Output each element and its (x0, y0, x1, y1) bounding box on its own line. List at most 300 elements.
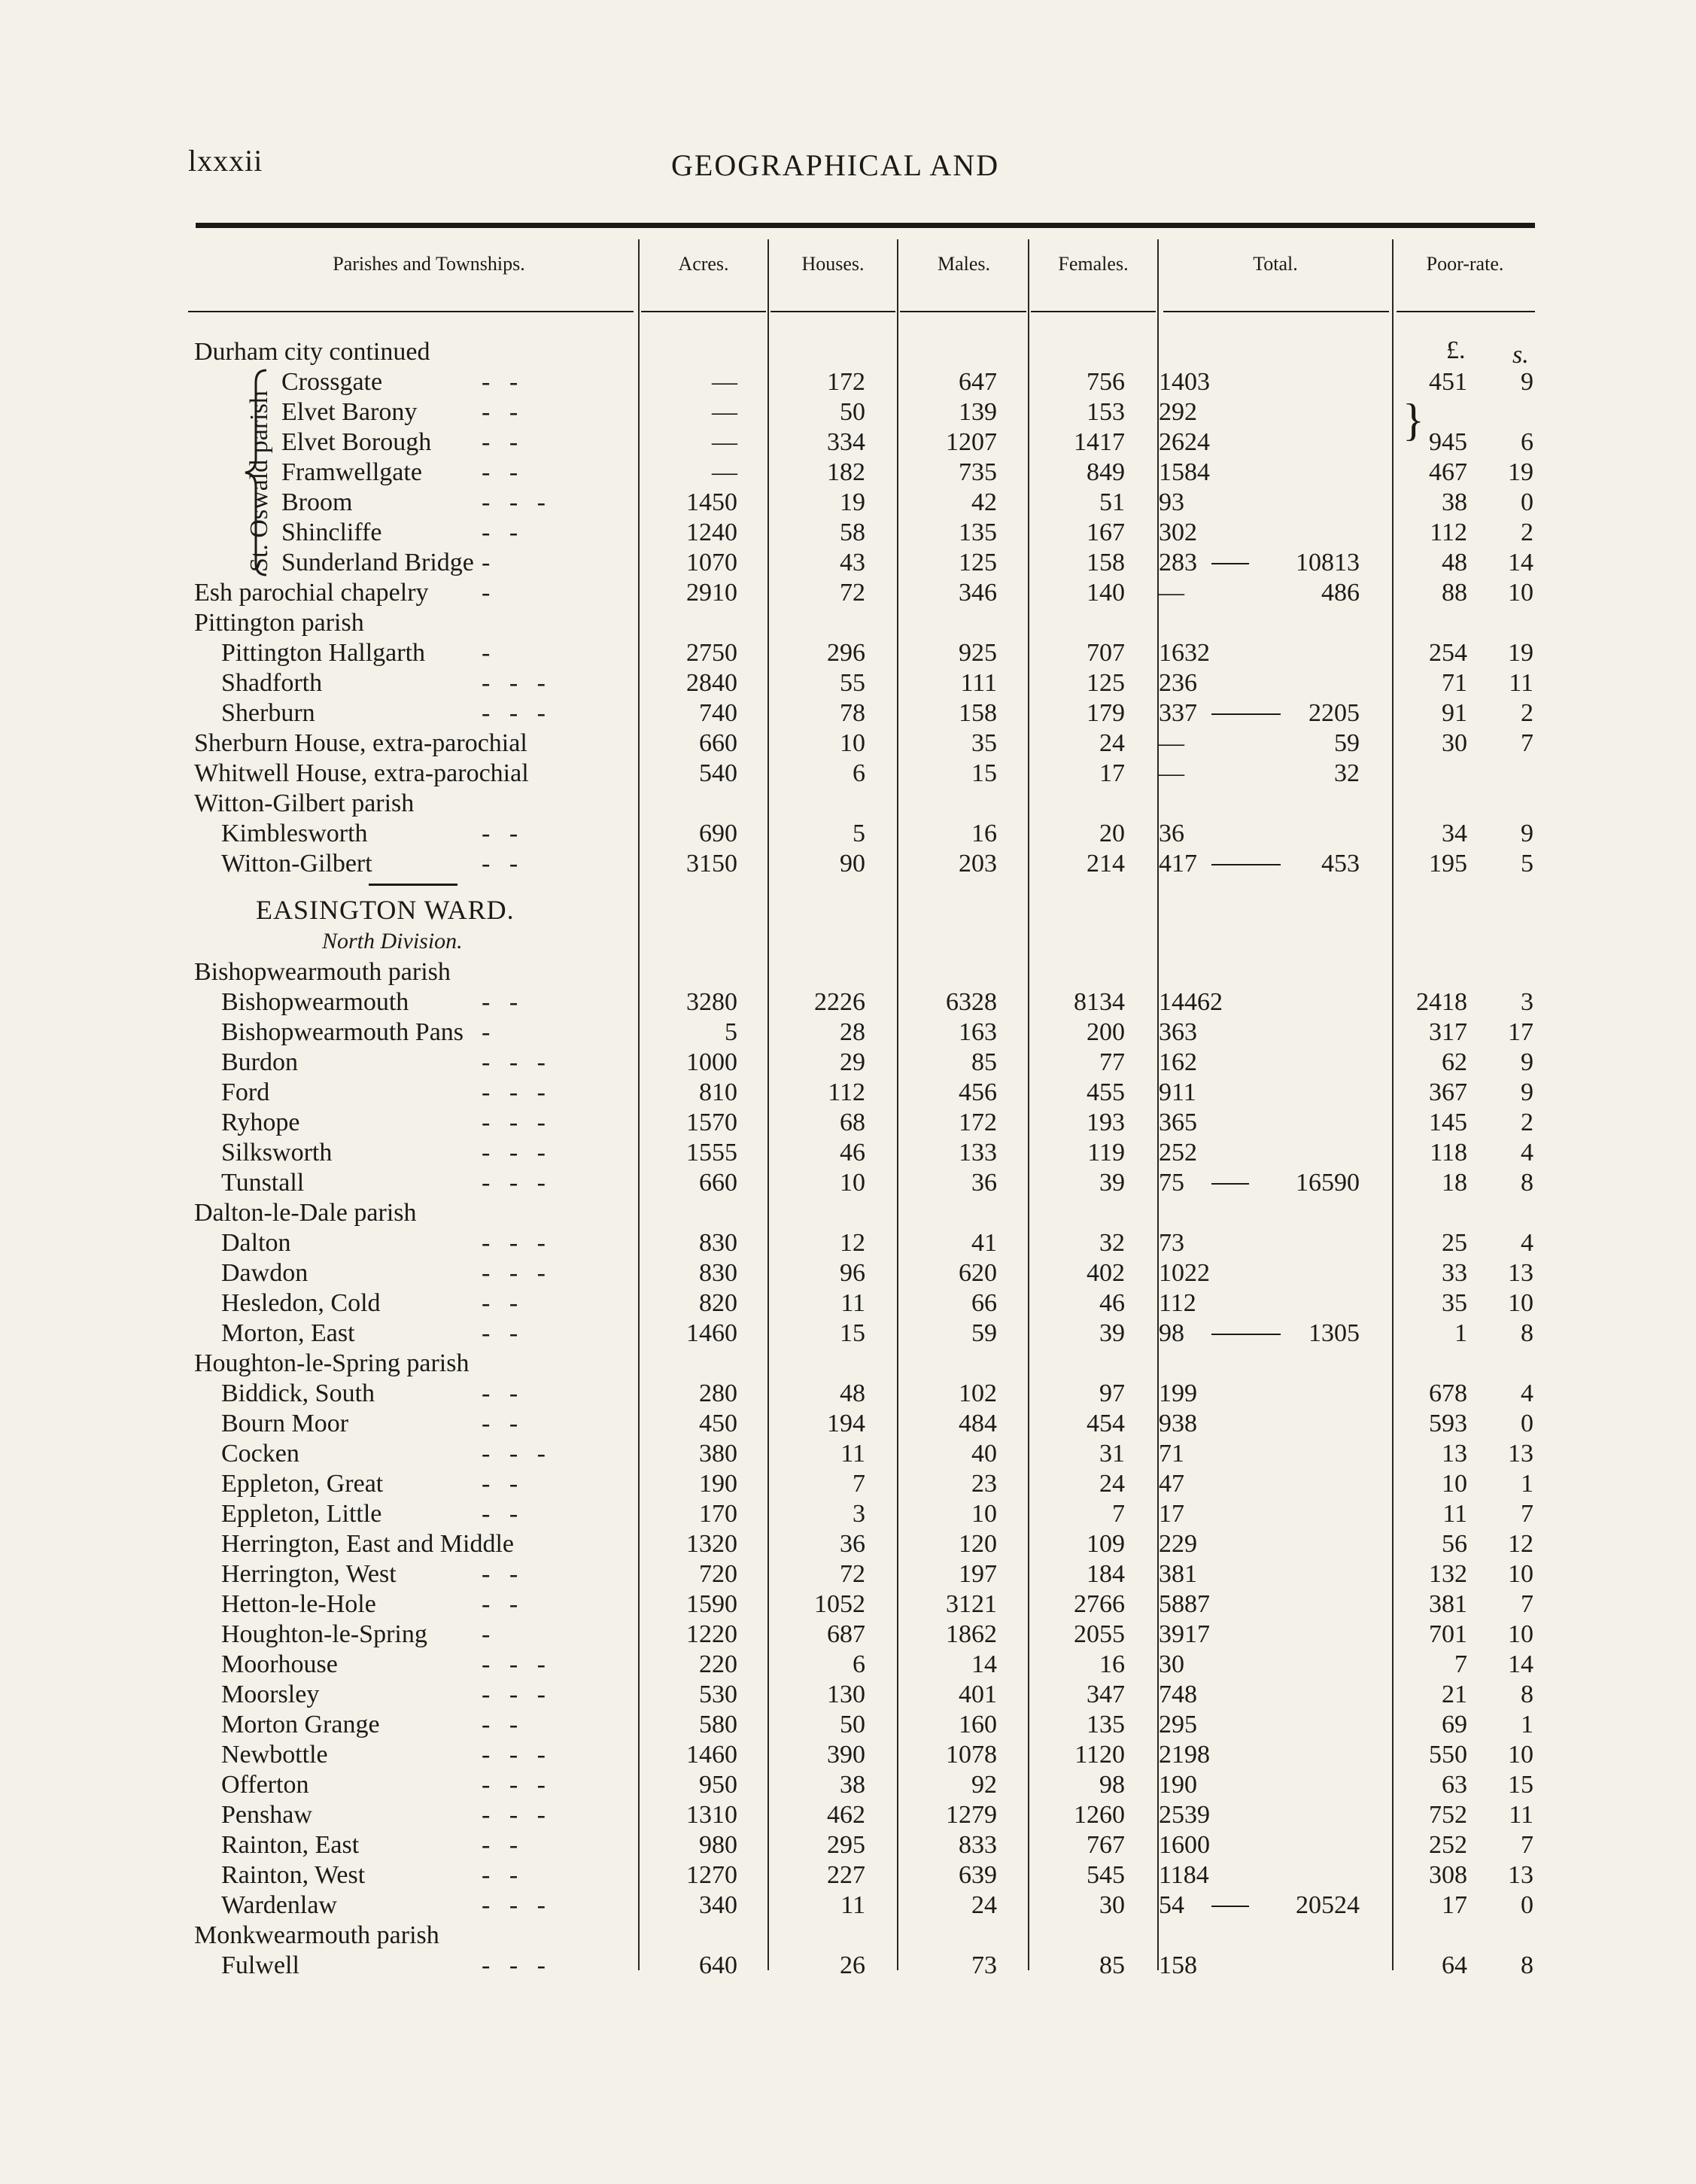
females-cell: 30 (1099, 1891, 1125, 1919)
females-cell: 24 (1099, 729, 1125, 757)
poor-rate-shillings: 8 (1521, 1951, 1533, 1979)
males-cell: 6328 (946, 988, 997, 1016)
acres-cell: 580 (699, 1711, 737, 1738)
acres-cell: 3280 (686, 988, 737, 1016)
females-cell: 7 (1112, 1500, 1125, 1528)
females-cell: 200 (1087, 1018, 1125, 1046)
total-cell: 73 (1159, 1229, 1184, 1257)
poor-rate-pounds: 91 (1442, 699, 1467, 727)
houses-cell: 43 (840, 549, 865, 576)
poor-rate-pounds: 38 (1442, 488, 1467, 516)
total-cell: 98 (1159, 1319, 1184, 1347)
col-head-parishes: Parishes and Townships. (333, 253, 525, 275)
males-cell: 735 (959, 458, 997, 486)
poor-rate-pounds: 13 (1442, 1440, 1467, 1468)
poor-rate-shillings: 10 (1508, 1620, 1533, 1648)
houses-cell: 6 (853, 1650, 865, 1678)
total-cell: 381 (1159, 1560, 1197, 1588)
leader-dashes: - - (482, 1861, 518, 1889)
col-head-houses: Houses. (801, 253, 865, 275)
poor-rate-brace-icon: } (1403, 395, 1424, 445)
poor-rate-shillings: 7 (1521, 1831, 1533, 1859)
females-cell: 46 (1099, 1289, 1125, 1317)
leader-dashes: - - (482, 1831, 518, 1859)
poor-rate-shillings: 9 (1521, 368, 1533, 396)
females-cell: 849 (1087, 458, 1125, 486)
males-cell: 36 (971, 1169, 997, 1197)
place-name: Rainton, West (221, 1861, 366, 1889)
leader-dashes: - - (482, 368, 518, 396)
males-cell: 197 (959, 1560, 997, 1588)
males-cell: 1279 (946, 1801, 997, 1829)
place-name: Dawdon (221, 1259, 309, 1287)
females-cell: 77 (1099, 1048, 1125, 1076)
subtotal-dash (1211, 864, 1281, 865)
poor-rate-pounds: 945 (1429, 428, 1467, 456)
total-cell: 47 (1159, 1470, 1184, 1498)
place-name: Bishopwearmouth Pans (221, 1018, 464, 1046)
place-name: Morton Grange (221, 1711, 380, 1738)
total-cell: 748 (1159, 1681, 1197, 1708)
total-cell: 17 (1159, 1500, 1184, 1528)
houses-cell: 50 (840, 398, 865, 426)
place-name: Houghton-le-Spring (221, 1620, 427, 1648)
houses-cell: 26 (840, 1951, 865, 1979)
poor-rate-pounds: 35 (1442, 1289, 1467, 1317)
females-cell: 32 (1099, 1229, 1125, 1257)
acres-cell: — (712, 428, 737, 456)
females-cell: 97 (1099, 1379, 1125, 1407)
males-cell: 135 (959, 519, 997, 546)
poor-rate-shillings: 7 (1521, 1590, 1533, 1618)
males-cell: 92 (971, 1771, 997, 1799)
acres-cell: 2910 (686, 579, 737, 607)
poor-rate-pounds: 62 (1442, 1048, 1467, 1076)
houses-cell: 46 (840, 1139, 865, 1167)
acres-cell: 830 (699, 1229, 737, 1257)
houses-cell: 15 (840, 1319, 865, 1347)
houses-cell: 334 (827, 428, 865, 456)
col-head-total: Total. (1253, 253, 1298, 275)
leader-dashes: - - (482, 988, 518, 1016)
total-cell: 337 (1159, 699, 1197, 727)
acres-cell: 1220 (686, 1620, 737, 1648)
houses-cell: 96 (840, 1259, 865, 1287)
leader-dashes: - - (482, 850, 518, 878)
acres-cell: 220 (699, 1650, 737, 1678)
poor-rate-pounds: 701 (1429, 1620, 1467, 1648)
poor-rate-pounds: 33 (1442, 1259, 1467, 1287)
place-name: Dalton-le-Dale parish (194, 1199, 417, 1227)
houses-cell: 3 (853, 1500, 865, 1528)
acres-cell: 1460 (686, 1741, 737, 1769)
females-cell: 193 (1087, 1109, 1125, 1136)
acres-cell: 1460 (686, 1319, 737, 1347)
males-cell: 42 (971, 488, 997, 516)
total-cell: 36 (1159, 820, 1184, 847)
acres-cell: 830 (699, 1259, 737, 1287)
total-cell: 911 (1159, 1078, 1196, 1106)
place-name: Sherburn House, extra-parochial (194, 729, 527, 757)
st-oswald-brace-icon (223, 367, 275, 578)
houses-cell: 112 (828, 1078, 865, 1106)
houses-cell: 130 (827, 1681, 865, 1708)
total-cell: 365 (1159, 1109, 1197, 1136)
leader-dashes: - (482, 639, 491, 667)
total-cell: 5887 (1159, 1590, 1210, 1618)
males-cell: 1078 (946, 1741, 997, 1769)
females-cell: 8134 (1074, 988, 1125, 1016)
header-underline (641, 311, 766, 312)
leader-dashes: - (482, 1620, 491, 1648)
poor-rate-shillings: 3 (1521, 988, 1533, 1016)
houses-cell: 58 (840, 519, 865, 546)
total-cell: 93 (1159, 488, 1184, 516)
subtotal-cell: 486 (1321, 579, 1360, 607)
subtotal-dash (1211, 1183, 1249, 1185)
houses-cell: 687 (827, 1620, 865, 1648)
poor-rate-pounds: 308 (1429, 1861, 1467, 1889)
poor-rate-pounds: 254 (1429, 639, 1467, 667)
acres-cell: 690 (699, 820, 737, 847)
poor-rate-shillings: 7 (1521, 1500, 1533, 1528)
houses-cell: 182 (827, 458, 865, 486)
males-cell: 102 (959, 1379, 997, 1407)
acres-cell: 190 (699, 1470, 737, 1498)
males-cell: 10 (971, 1500, 997, 1528)
leader-dashes: - - (482, 1711, 518, 1738)
top-rule (196, 223, 1535, 228)
acres-cell: 540 (699, 759, 737, 787)
females-cell: 1260 (1074, 1801, 1125, 1829)
subtotal-cell: 59 (1334, 729, 1360, 757)
poor-rate-shillings: 0 (1521, 488, 1533, 516)
males-cell: 120 (959, 1530, 997, 1558)
total-cell: 236 (1159, 669, 1197, 697)
poor-rate-pounds: 195 (1429, 850, 1467, 878)
col-head-acres: Acres. (678, 253, 729, 275)
total-cell: 417 (1159, 850, 1197, 878)
total-cell: 190 (1159, 1771, 1197, 1799)
males-cell: 133 (959, 1139, 997, 1167)
houses-cell: 28 (840, 1018, 865, 1046)
acres-cell: — (712, 458, 737, 486)
total-cell: 2539 (1159, 1801, 1210, 1829)
leader-dashes: - - (482, 820, 518, 847)
males-cell: 73 (971, 1951, 997, 1979)
total-cell: 938 (1159, 1410, 1197, 1437)
acres-cell: 1320 (686, 1530, 737, 1558)
place-name: Pittington Hallgarth (221, 639, 426, 667)
place-name: Penshaw (221, 1801, 312, 1829)
leader-dashes: - - - (482, 1650, 546, 1678)
place-name: Silksworth (221, 1139, 333, 1167)
leader-dashes: - - - (482, 1951, 546, 1979)
acres-cell: — (712, 368, 737, 396)
leader-dashes: - - (482, 1500, 518, 1528)
poor-rate-shillings: 11 (1509, 1801, 1533, 1829)
acres-cell: 810 (699, 1078, 737, 1106)
females-cell: 153 (1087, 398, 1125, 426)
houses-cell: 10 (840, 729, 865, 757)
poor-rate-shillings: 8 (1521, 1169, 1533, 1197)
acres-cell: 1590 (686, 1590, 737, 1618)
females-cell: 402 (1087, 1259, 1125, 1287)
houses-cell: 11 (840, 1289, 865, 1317)
subtotal-dash (1211, 1906, 1249, 1907)
houses-cell: 7 (853, 1470, 865, 1498)
total-cell: — (1159, 579, 1184, 607)
poor-rate-pounds: 467 (1429, 458, 1467, 486)
poor-rate-pounds: 88 (1442, 579, 1467, 607)
header-underline (1031, 311, 1156, 312)
poor-rate-pounds: 678 (1429, 1379, 1467, 1407)
place-name: Eppleton, Little (221, 1500, 382, 1528)
poor-rate-shillings: 9 (1521, 820, 1533, 847)
poor-rate-pounds: 367 (1429, 1078, 1467, 1106)
place-name: Hetton-le-Hole (221, 1590, 376, 1618)
poor-rate-pounds: 1 (1454, 1319, 1467, 1347)
males-cell: 139 (959, 398, 997, 426)
acres-cell: 1240 (686, 519, 737, 546)
females-cell: 707 (1087, 639, 1125, 667)
acres-cell: 1570 (686, 1109, 737, 1136)
poor-rate-pounds: 30 (1442, 729, 1467, 757)
poor-rate-shillings: 13 (1508, 1861, 1533, 1889)
place-name: Moorhouse (221, 1650, 338, 1678)
division-heading: North Division. (322, 929, 463, 954)
houses-cell: 1052 (814, 1590, 865, 1618)
males-cell: 85 (971, 1048, 997, 1076)
poor-rate-shillings: 9 (1521, 1048, 1533, 1076)
poor-rate-pounds: 7 (1454, 1650, 1467, 1678)
houses-cell: 48 (840, 1379, 865, 1407)
poor-rate-shillings: 10 (1508, 1560, 1533, 1588)
females-cell: 179 (1087, 699, 1125, 727)
total-cell: 2198 (1159, 1741, 1210, 1769)
total-cell: 54 (1159, 1891, 1184, 1919)
poor-rate-pounds: 34 (1442, 820, 1467, 847)
leader-dashes: - - - (482, 1259, 546, 1287)
leader-dashes: - - - (482, 669, 546, 697)
place-name: Bishopwearmouth (221, 988, 409, 1016)
header-underline (900, 311, 1026, 312)
poor-rate-pounds: 17 (1442, 1891, 1467, 1919)
total-cell: — (1159, 759, 1184, 787)
males-cell: 401 (959, 1681, 997, 1708)
poor-rate-pounds: 69 (1442, 1711, 1467, 1738)
total-cell: 75 (1159, 1169, 1184, 1197)
leader-dashes: - - - (482, 1109, 546, 1136)
subtotal-cell: 16590 (1296, 1169, 1360, 1197)
females-cell: 214 (1087, 850, 1125, 878)
place-name: Herrington, East and Middle (221, 1530, 515, 1558)
houses-cell: 194 (827, 1410, 865, 1437)
leader-dashes: - (482, 579, 491, 607)
poor-rate-pounds: 252 (1429, 1831, 1467, 1859)
total-cell: 1600 (1159, 1831, 1210, 1859)
place-name: Herrington, West (221, 1560, 397, 1588)
females-cell: 119 (1087, 1139, 1125, 1167)
acres-cell: 530 (699, 1681, 737, 1708)
leader-dashes: - - (482, 519, 518, 546)
houses-cell: 5 (853, 820, 865, 847)
total-cell: 1022 (1159, 1259, 1210, 1287)
acres-cell: 640 (699, 1951, 737, 1979)
total-cell: 1632 (1159, 639, 1210, 667)
poor-rate-pounds: 2418 (1416, 988, 1467, 1016)
poor-rate-pounds: 118 (1430, 1139, 1467, 1167)
poor-rate-pounds: 11 (1442, 1500, 1467, 1528)
place-name: Elvet Borough (281, 428, 432, 456)
males-cell: 41 (971, 1229, 997, 1257)
acres-cell: 2750 (686, 639, 737, 667)
females-cell: 2055 (1074, 1620, 1125, 1648)
place-name: Hesledon, Cold (221, 1289, 381, 1317)
total-cell: 1403 (1159, 368, 1210, 396)
leader-dashes: - - (482, 1560, 518, 1588)
poor-rate-shillings: 15 (1508, 1771, 1533, 1799)
leader-dashes: - - - (482, 1741, 546, 1769)
poor-rate-pounds: 132 (1429, 1560, 1467, 1588)
leader-dashes: - - - (482, 1048, 546, 1076)
houses-cell: 19 (840, 488, 865, 516)
leader-dashes: - - - (482, 699, 546, 727)
houses-cell: 11 (840, 1891, 865, 1919)
total-cell: 112 (1159, 1289, 1196, 1317)
females-cell: 98 (1099, 1771, 1125, 1799)
houses-cell: 29 (840, 1048, 865, 1076)
poor-rate-shillings: 4 (1521, 1139, 1533, 1167)
leader-dashes: - - - (482, 488, 546, 516)
poor-rate-shillings: 1 (1521, 1470, 1533, 1498)
females-cell: 167 (1087, 519, 1125, 546)
males-cell: 14 (971, 1650, 997, 1678)
leader-dashes: - - (482, 1590, 518, 1618)
total-cell: 1584 (1159, 458, 1210, 486)
place-name: Esh parochial chapelry (194, 579, 429, 607)
males-cell: 59 (971, 1319, 997, 1347)
place-name: Ryhope (221, 1109, 300, 1136)
subtotal-cell: 1305 (1308, 1319, 1360, 1347)
leader-dashes: - - - (482, 1078, 546, 1106)
poor-rate-shillings: 12 (1508, 1530, 1533, 1558)
place-name: Bishopwearmouth parish (194, 958, 451, 986)
subtotal-dash (1211, 563, 1249, 564)
males-cell: 1862 (946, 1620, 997, 1648)
total-cell: 363 (1159, 1018, 1197, 1046)
males-cell: 203 (959, 850, 997, 878)
males-cell: 111 (960, 669, 997, 697)
subtotal-cell: 20524 (1296, 1891, 1360, 1919)
poor-rate-pounds: 752 (1429, 1801, 1467, 1829)
females-cell: 158 (1087, 549, 1125, 576)
acres-cell: 1310 (686, 1801, 737, 1829)
females-cell: 51 (1099, 488, 1125, 516)
poor-rate-pounds: 10 (1442, 1470, 1467, 1498)
poor-rate-shillings: 1 (1521, 1711, 1533, 1738)
place-name: Cocken (221, 1440, 299, 1468)
acres-cell: 950 (699, 1771, 737, 1799)
females-cell: 39 (1099, 1319, 1125, 1347)
col-head-poor-rate: Poor-rate. (1426, 253, 1504, 275)
acres-cell: 280 (699, 1379, 737, 1407)
place-name: Crossgate (281, 368, 383, 396)
poor-rate-pounds: 48 (1442, 549, 1467, 576)
acres-cell: 5 (725, 1018, 737, 1046)
acres-cell: 3150 (686, 850, 737, 878)
houses-cell: 68 (840, 1109, 865, 1136)
acres-cell: 1270 (686, 1861, 737, 1889)
col-head-females: Females. (1058, 253, 1129, 275)
males-cell: 15 (971, 759, 997, 787)
leader-dashes: - - - (482, 1139, 546, 1167)
total-cell: 302 (1159, 519, 1197, 546)
total-cell: 71 (1159, 1440, 1184, 1468)
acres-cell: 1000 (686, 1048, 737, 1076)
poor-rate-pounds: 56 (1442, 1530, 1467, 1558)
place-name: Broom (281, 488, 353, 516)
total-cell: — (1159, 729, 1184, 757)
acres-cell: 740 (699, 699, 737, 727)
place-name: Bourn Moor (221, 1410, 349, 1437)
ward-heading: EASINGTON WARD. (256, 895, 515, 925)
running-head: GEOGRAPHICAL AND (671, 148, 1000, 182)
place-name: Monkwearmouth parish (194, 1921, 439, 1949)
poor-rate-pounds: 18 (1442, 1169, 1467, 1197)
total-cell: 229 (1159, 1530, 1197, 1558)
poor-rate-shillings: 10 (1508, 579, 1533, 607)
houses-cell: 10 (840, 1169, 865, 1197)
leader-dashes: - - - (482, 1891, 546, 1919)
males-cell: 833 (959, 1831, 997, 1859)
total-cell: 1184 (1159, 1861, 1209, 1889)
leader-dashes: - - - (482, 1229, 546, 1257)
place-name: Moorsley (221, 1681, 320, 1708)
place-name: Whitwell House, extra-parochial (194, 759, 529, 787)
houses-cell: 36 (840, 1530, 865, 1558)
males-cell: 639 (959, 1861, 997, 1889)
males-cell: 125 (959, 549, 997, 576)
acres-cell: 720 (699, 1560, 737, 1588)
houses-cell: 78 (840, 699, 865, 727)
houses-cell: 72 (840, 1560, 865, 1588)
place-name: Morton, East (221, 1319, 355, 1347)
females-cell: 20 (1099, 820, 1125, 847)
total-cell: 283 (1159, 549, 1197, 576)
leader-dashes: - (482, 1018, 491, 1046)
leader-dashes: - - (482, 428, 518, 456)
place-name: Shincliffe (281, 519, 382, 546)
total-cell: 3917 (1159, 1620, 1210, 1648)
place-name: Dalton (221, 1229, 291, 1257)
acres-cell: 660 (699, 1169, 737, 1197)
place-name: Burdon (221, 1048, 298, 1076)
poor-rate-pounds: 25 (1442, 1229, 1467, 1257)
poor-rate-shillings: 2 (1521, 519, 1533, 546)
acres-cell: 2840 (686, 669, 737, 697)
place-name: Elvet Barony (281, 398, 418, 426)
total-cell: 199 (1159, 1379, 1197, 1407)
place-name: Witton-Gilbert parish (194, 789, 415, 817)
leader-dashes: - - - (482, 1169, 546, 1197)
poor-rate-pounds: 64 (1442, 1951, 1467, 1979)
females-cell: 1120 (1074, 1741, 1125, 1769)
males-cell: 484 (959, 1410, 997, 1437)
houses-cell: 38 (840, 1771, 865, 1799)
leader-dashes: - - - (482, 1440, 546, 1468)
poor-rate-shillings: 17 (1508, 1018, 1533, 1046)
